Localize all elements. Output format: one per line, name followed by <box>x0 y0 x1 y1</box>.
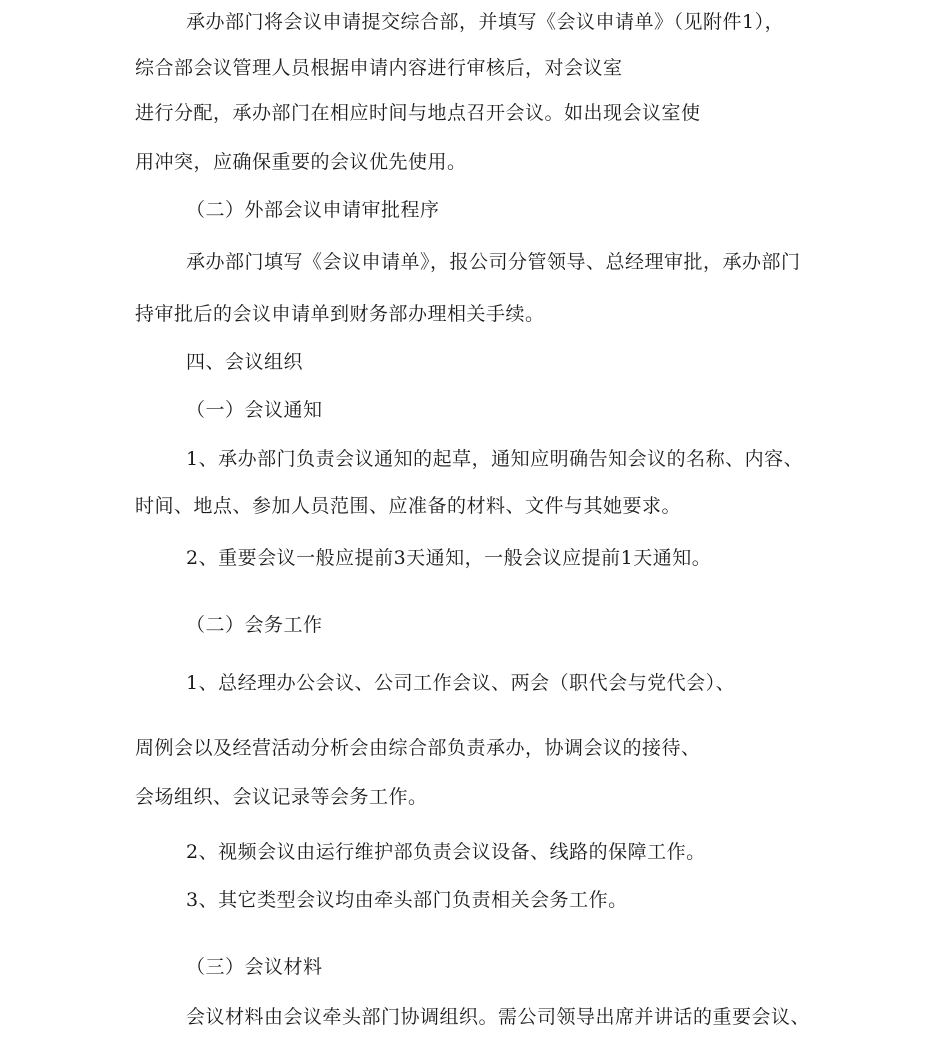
paragraph-line: 承办部门将会议申请提交综合部，并填写《会议申请单》（见附件1）， <box>186 11 785 33</box>
paragraph-line: 1、总经理办公会议、公司工作会议、两会（职代会与党代会）、 <box>186 672 736 694</box>
subsection-heading: （二）会务工作 <box>186 614 323 636</box>
section-heading: 四、会议组织 <box>186 351 304 373</box>
paragraph-line: 2、重要会议一般应提前3天通知，一般会议应提前1天通知。 <box>186 547 712 569</box>
paragraph-line: 1、承办部门负责会议通知的起草，通知应明确告知会议的名称、内容、 <box>186 448 804 470</box>
subsection-heading: （二）外部会议申请审批程序 <box>186 199 440 221</box>
paragraph-line: 会场组织、会议记录等会务工作。 <box>135 786 428 808</box>
paragraph-line: 持审批后的会议申请单到财务部办理相关手续。 <box>135 303 545 325</box>
paragraph-line: 周例会以及经营活动分析会由综合部负责承办，协调会议的接待、 <box>135 737 701 759</box>
subsection-heading: （一）会议通知 <box>186 399 323 421</box>
subsection-heading: （三）会议材料 <box>186 956 323 978</box>
paragraph-line: 用冲突，应确保重要的会议优先使用。 <box>135 151 467 173</box>
paragraph-line: 会议材料由会议牵头部门协调组织。需公司领导出席并讲话的重要会议、 <box>186 1006 811 1028</box>
paragraph-line: 2、视频会议由运行维护部负责会议设备、线路的保障工作。 <box>186 841 706 863</box>
paragraph-line: 进行分配，承办部门在相应时间与地点召开会议。如出现会议室使 <box>135 102 701 124</box>
paragraph-line: 3、其它类型会议均由牵头部门负责相关会务工作。 <box>186 889 628 911</box>
paragraph-line: 时间、地点、参加人员范围、应准备的材料、文件与其她要求。 <box>135 495 682 517</box>
paragraph-line: 综合部会议管理人员根据申请内容进行审核后，对会议室 <box>135 57 623 79</box>
paragraph-line: 承办部门填写《会议申请单》，报公司分管领导、总经理审批，承办部门 <box>186 251 801 273</box>
